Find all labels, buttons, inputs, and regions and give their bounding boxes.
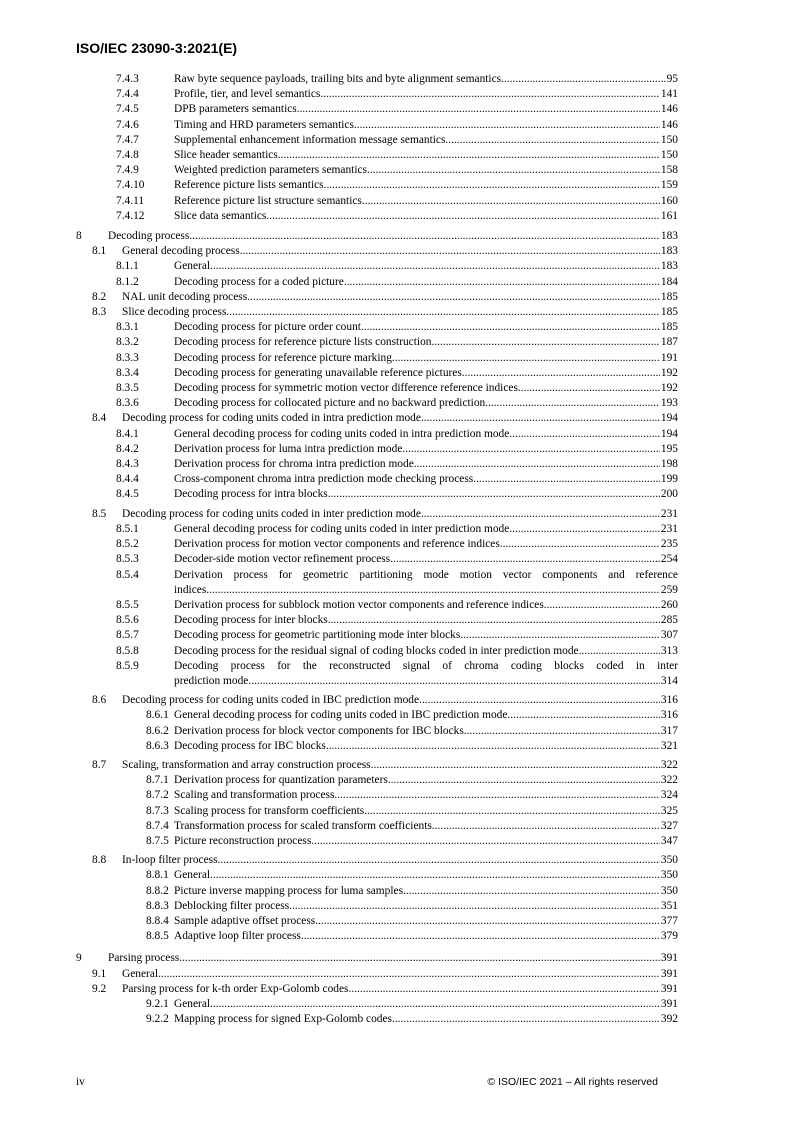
toc-number: 8.1.2: [116, 275, 139, 288]
toc-entry[interactable]: [76, 598, 678, 613]
toc-title: Decoding process for geometric partitioning mode inter blocks: [174, 629, 461, 642]
toc-title: Mapping process for signed Exp-Golomb codes: [174, 1013, 392, 1026]
toc-title: Decoding process for inter blocks: [174, 614, 328, 627]
toc-title: Sample adaptive offset process: [174, 914, 316, 927]
toc-page: 200: [660, 488, 678, 501]
toc-title: Slice header semantics: [174, 149, 278, 162]
toc-page: 198: [660, 458, 678, 471]
toc-page: 183: [660, 230, 678, 243]
toc-title: General: [174, 260, 211, 273]
toc-page: 194: [660, 412, 678, 425]
toc-page: 379: [660, 930, 678, 943]
toc-number: 7.4.11: [116, 194, 145, 207]
toc-number: 7.4.3: [116, 73, 139, 85]
toc-entry[interactable]: [76, 628, 678, 643]
toc-entry[interactable]: [76, 724, 678, 739]
toc-entry[interactable]: [76, 457, 678, 472]
toc-page: 195: [660, 442, 678, 455]
toc-number: 8.5.9: [116, 659, 139, 672]
toc-number: 9: [76, 952, 82, 965]
toc-title: DPB parameters semantics: [174, 103, 297, 116]
toc-page: 391: [660, 952, 678, 965]
toc-number: 9.2.1: [146, 997, 169, 1010]
toc-number: 7.4.8: [116, 149, 139, 162]
toc-title: Parsing process for k-th order Exp-Golomb codes: [122, 982, 349, 995]
toc-number: 8: [76, 230, 82, 243]
toc-title: Scaling, transformation and array construction process: [122, 758, 371, 771]
toc-number: 8.5.5: [116, 598, 139, 611]
toc-entry[interactable]: [76, 552, 678, 567]
toc-page: 158: [660, 164, 678, 177]
toc-title: Slice decoding process: [122, 306, 227, 319]
toc-title: General: [174, 997, 211, 1010]
toc-page: 316: [660, 694, 678, 707]
toc-page: 146: [660, 118, 678, 131]
toc-entry[interactable]: [76, 568, 678, 598]
toc-page: 150: [660, 133, 678, 146]
toc-entry[interactable]: [76, 381, 678, 396]
toc-entry[interactable]: [76, 967, 678, 982]
toc-number: 8.3.4: [116, 366, 139, 379]
toc-number: 8.3: [92, 306, 107, 319]
toc-title: Decoding process for a coded picture: [174, 275, 344, 288]
toc-page: 377: [660, 914, 678, 927]
toc-page: 160: [660, 194, 678, 207]
toc-title: In-loop filter process: [122, 854, 218, 867]
toc-page: 313: [660, 644, 678, 657]
toc-title: Decoding process for coding units coded in inter prediction mode: [122, 507, 421, 520]
toc-page: 322: [660, 774, 678, 787]
toc-entry[interactable]: [76, 351, 678, 366]
toc-entry[interactable]: [76, 194, 678, 209]
toc-page: 307: [660, 629, 678, 642]
toc-title: Slice data semantics: [174, 209, 267, 222]
toc-title: Derivation process for motion vector components and reference indices: [174, 538, 500, 551]
toc-number: 8.4.1: [116, 427, 139, 440]
toc-title: General decoding process: [122, 245, 240, 258]
toc-number: 8.1.1: [116, 260, 139, 273]
toc-entry[interactable]: [76, 178, 678, 193]
toc-page: 159: [660, 179, 678, 192]
toc-entry[interactable]: [76, 487, 678, 502]
toc-number: 8.8.5: [146, 930, 169, 943]
toc-title: Decoder-side motion vector refinement process: [174, 553, 391, 566]
toc-number: 7.4.7: [116, 133, 139, 146]
toc-entry[interactable]: [76, 739, 678, 754]
toc-number: 7.4.6: [116, 118, 139, 131]
toc-page: 191: [660, 351, 678, 364]
footer-page-number: iv: [76, 1076, 85, 1088]
toc-entry[interactable]: [76, 244, 678, 259]
toc-entry[interactable]: [76, 929, 678, 944]
toc-entry[interactable]: [76, 788, 678, 803]
toc-entry[interactable]: [76, 133, 678, 148]
toc-title: General decoding process for coding units coded in intra prediction mode: [174, 427, 510, 440]
toc-entry[interactable]: [76, 72, 678, 87]
toc-number: 8.5.6: [116, 614, 139, 627]
toc-number: 8.4: [92, 412, 107, 425]
toc-page: 185: [660, 321, 678, 334]
toc-number: 8.3.2: [116, 336, 139, 349]
toc-title-line2: indices: [174, 583, 207, 596]
toc-title: Decoding process for picture order count: [174, 321, 361, 334]
toc-page: 192: [660, 366, 678, 379]
toc-title: General: [174, 869, 211, 882]
toc-entry[interactable]: [76, 427, 678, 442]
toc-number: 8.5.7: [116, 629, 139, 642]
toc-title: General decoding process for coding units coded in inter prediction mode: [174, 522, 510, 535]
toc-title: NAL unit decoding process: [122, 290, 248, 303]
toc-number: 7.4.5: [116, 103, 139, 116]
toc-title: Supplemental enhancement information message semantics: [174, 133, 446, 146]
toc-page: 347: [660, 834, 678, 847]
toc-page: 321: [660, 739, 678, 752]
toc-page: 324: [660, 789, 678, 802]
toc-entry[interactable]: [76, 209, 678, 224]
toc-entry[interactable]: [76, 613, 678, 628]
toc-page: 350: [660, 884, 678, 897]
toc-number: 9.1: [92, 967, 107, 980]
toc-number: 8.8.1: [146, 869, 169, 882]
toc-number: 8.4.5: [116, 488, 139, 501]
toc-number: 8.7.5: [146, 834, 169, 847]
toc-page: 314: [660, 674, 678, 687]
toc-entry[interactable]: [76, 758, 678, 773]
toc-entry[interactable]: [76, 275, 678, 290]
toc-entry[interactable]: [76, 708, 678, 723]
toc-title: Decoding process: [108, 230, 190, 243]
toc-entry[interactable]: [76, 396, 678, 411]
toc-number: 8.5.1: [116, 522, 139, 535]
toc-entry[interactable]: [76, 442, 678, 457]
toc-page: 285: [660, 614, 678, 627]
toc-title: Decoding process for intra blocks: [174, 488, 328, 501]
toc-number: 8.8.4: [146, 914, 169, 927]
toc-number: 8.5.4: [116, 568, 139, 581]
toc-page: 183: [660, 245, 678, 258]
toc-entry[interactable]: [76, 914, 678, 929]
toc-entry[interactable]: [76, 884, 678, 899]
toc-title: Decoding process for the residual signal of coding blocks coded in inter prediction mode: [174, 644, 579, 657]
toc-title: Decoding process for coding units coded in intra prediction mode: [122, 412, 421, 425]
toc-title: Adaptive loop filter process: [174, 930, 301, 943]
toc-number: 8.2: [92, 290, 107, 303]
toc-entry[interactable]: [76, 522, 678, 537]
toc-number: 8.5.2: [116, 538, 139, 551]
toc-entry[interactable]: [76, 982, 678, 997]
toc-entry[interactable]: [76, 335, 678, 350]
toc-page: 194: [660, 427, 678, 440]
toc-number: 8.3.5: [116, 382, 139, 395]
toc-title-line2: prediction mode: [174, 674, 249, 687]
toc-page: 350: [660, 869, 678, 882]
toc-page: 185: [660, 290, 678, 303]
toc-title: Picture inverse mapping process for luma samples: [174, 884, 404, 897]
toc-page: 199: [660, 473, 678, 486]
toc-page: 141: [660, 88, 678, 101]
toc-page: 235: [660, 538, 678, 551]
toc-title: Derivation process for chroma intra prediction mode: [174, 458, 414, 471]
toc-page: 259: [660, 583, 678, 596]
toc-number: 8.4.3: [116, 458, 139, 471]
toc-title: Derivation process for quantization parameters: [174, 774, 388, 787]
toc-page: 391: [660, 967, 678, 980]
toc-title: Decoding process for reference picture marking: [174, 351, 392, 364]
toc-number: 8.5: [92, 507, 107, 520]
toc-number: 8.8: [92, 854, 107, 867]
toc-entry[interactable]: [76, 834, 678, 849]
toc-title: Decoding process for collocated picture and no backward prediction: [174, 397, 486, 410]
toc-title: Reference picture lists semantics: [174, 179, 324, 192]
toc-entry[interactable]: [76, 853, 678, 868]
toc-page: 316: [660, 709, 678, 722]
table-of-contents: [76, 72, 678, 1027]
toc-number: 8.3.6: [116, 397, 139, 410]
toc-page: 317: [660, 724, 678, 737]
toc-number: 8.6.1: [146, 709, 169, 722]
toc-entry[interactable]: [76, 411, 678, 426]
toc-title: Timing and HRD parameters semantics: [174, 118, 354, 131]
toc-page: 161: [660, 209, 678, 222]
toc-entry[interactable]: [76, 87, 678, 102]
toc-entry[interactable]: [76, 472, 678, 487]
toc-number: 8.4.4: [116, 473, 139, 486]
toc-entry[interactable]: [76, 229, 678, 244]
toc-title: Derivation process for block vector components for IBC blocks: [174, 724, 464, 737]
toc-entry[interactable]: [76, 819, 678, 834]
toc-entry[interactable]: [76, 804, 678, 819]
toc-page: 193: [660, 397, 678, 410]
document-header: ISO/IEC 23090-3:2021(E): [76, 40, 238, 56]
toc-title: Decoding process for generating unavailable reference pictures: [174, 366, 462, 379]
toc-page: 322: [660, 758, 678, 771]
toc-title: Decoding process for IBC blocks: [174, 739, 326, 752]
toc-title: Parsing process: [108, 952, 180, 965]
toc-page: 146: [660, 103, 678, 116]
toc-page: 327: [660, 819, 678, 832]
toc-entry[interactable]: [76, 163, 678, 178]
toc-page: 254: [660, 553, 678, 566]
toc-entry[interactable]: [76, 259, 678, 274]
toc-number: 8.6.3: [146, 739, 169, 752]
toc-page: 231: [660, 522, 678, 535]
toc-title: Reference picture list structure semantics: [174, 194, 362, 207]
toc-number: 8.7.1: [146, 774, 169, 787]
toc-entry[interactable]: [76, 102, 678, 117]
toc-number: 8.3.3: [116, 351, 139, 364]
toc-title: Derivation process for luma intra prediction mode: [174, 442, 403, 455]
toc-title: Deblocking filter process: [174, 899, 290, 912]
toc-entry[interactable]: [76, 1012, 678, 1027]
toc-page: 391: [660, 982, 678, 995]
footer-copyright: © ISO/IEC 2021 – All rights reserved: [487, 1076, 658, 1088]
toc-page: 260: [660, 598, 678, 611]
toc-entry[interactable]: [76, 773, 678, 788]
toc-title: Derivation process for subblock motion vector components and reference indices: [174, 598, 544, 611]
toc-entry[interactable]: [76, 366, 678, 381]
toc-entry[interactable]: [76, 693, 678, 708]
toc-entry[interactable]: [76, 868, 678, 883]
toc-entry[interactable]: [76, 507, 678, 522]
toc-page: 392: [660, 1013, 678, 1026]
toc-title: Raw byte sequence payloads, trailing bits and byte alignment semantics: [174, 73, 502, 85]
toc-number: 8.3.1: [116, 321, 139, 334]
toc-number: 8.8.3: [146, 899, 169, 912]
toc-entry[interactable]: [76, 537, 678, 552]
toc-title-line1: Derivation process for geometric partitioning mode motion vector components and reference: [174, 568, 678, 581]
toc-entry[interactable]: [76, 951, 678, 966]
toc-number: 8.4.2: [116, 442, 139, 455]
toc-number: 8.1: [92, 245, 107, 258]
toc-number: 8.7: [92, 758, 107, 771]
toc-entry[interactable]: [76, 997, 678, 1012]
toc-page: 185: [660, 306, 678, 319]
toc-number: 8.6.2: [146, 724, 169, 737]
toc-title: Scaling process for transform coefficients: [174, 804, 365, 817]
toc-entry[interactable]: [76, 148, 678, 163]
toc-number: 8.7.2: [146, 789, 169, 802]
toc-number: 7.4.12: [116, 209, 145, 222]
toc-title: Weighted prediction parameters semantics: [174, 164, 367, 177]
toc-number: 7.4.10: [116, 179, 145, 192]
toc-number: 9.2: [92, 982, 107, 995]
toc-title: Transformation process for scaled transform coefficients: [174, 819, 432, 832]
toc-entry[interactable]: [76, 644, 678, 659]
toc-page: 184: [660, 275, 678, 288]
toc-entry[interactable]: [76, 899, 678, 914]
toc-entry[interactable]: [76, 118, 678, 133]
toc-title: Decoding process for reference picture lists construction: [174, 336, 432, 349]
toc-entry[interactable]: [76, 659, 678, 689]
toc-number: 8.8.2: [146, 884, 169, 897]
toc-page: 95: [666, 73, 678, 85]
toc-page: 350: [660, 854, 678, 867]
toc-entry[interactable]: [76, 320, 678, 335]
toc-page: 192: [660, 382, 678, 395]
toc-title-line1: Decoding process for the reconstructed signal of chroma coding blocks coded in inter: [174, 659, 678, 672]
toc-title: Picture reconstruction process: [174, 834, 312, 847]
toc-page: 150: [660, 149, 678, 162]
toc-title: General decoding process for coding units coded in IBC prediction mode: [174, 709, 508, 722]
toc-title: Decoding process for symmetric motion vector difference reference indices: [174, 382, 518, 395]
toc-title: Scaling and transformation process: [174, 789, 335, 802]
toc-title: Cross-component chroma intra prediction mode checking process: [174, 473, 474, 486]
toc-page: 325: [660, 804, 678, 817]
toc-page: 351: [660, 899, 678, 912]
toc-number: 8.5.3: [116, 553, 139, 566]
toc-number: 8.7.3: [146, 804, 169, 817]
toc-number: 8.6: [92, 694, 107, 707]
toc-number: 7.4.4: [116, 88, 139, 101]
toc-number: 8.7.4: [146, 819, 169, 832]
toc-page: 231: [660, 507, 678, 520]
toc-page: 187: [660, 336, 678, 349]
toc-entry[interactable]: [76, 305, 678, 320]
toc-title: Decoding process for coding units coded in IBC prediction mode: [122, 694, 420, 707]
toc-title: Profile, tier, and level semantics: [174, 88, 321, 101]
toc-page: 391: [660, 997, 678, 1010]
toc-number: 7.4.9: [116, 164, 139, 177]
toc-number: 9.2.2: [146, 1013, 169, 1026]
toc-title: General: [122, 967, 159, 980]
toc-number: 8.5.8: [116, 644, 139, 657]
toc-page: 183: [660, 260, 678, 273]
toc-entry[interactable]: [76, 290, 678, 305]
